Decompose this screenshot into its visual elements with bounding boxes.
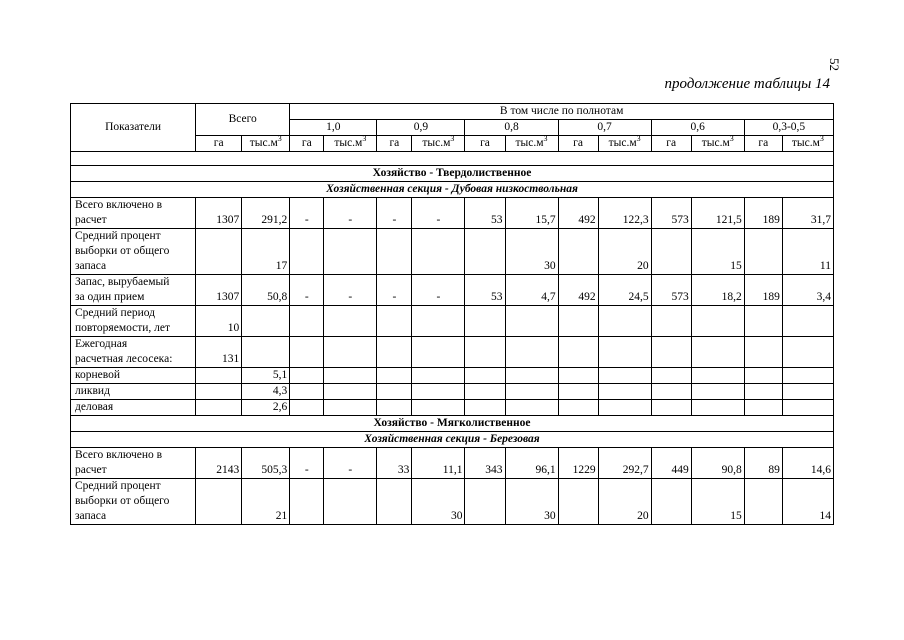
table-cell xyxy=(558,479,598,525)
table-cell xyxy=(196,479,242,525)
table-row xyxy=(71,400,834,416)
table-cell: - xyxy=(290,448,324,479)
table-cell: - xyxy=(377,198,412,229)
table-cell xyxy=(782,306,833,337)
table-cell: 15 xyxy=(691,479,744,525)
table-cell: - xyxy=(412,198,465,229)
table-cell xyxy=(242,306,290,337)
table-cell xyxy=(651,337,691,368)
farm2-section-row xyxy=(71,432,834,448)
farm1-section-row xyxy=(71,182,834,198)
table-cell xyxy=(691,400,744,416)
row-label: деловая xyxy=(71,400,196,416)
table-cell xyxy=(412,384,465,400)
table-row xyxy=(71,448,834,479)
header-indicators: Показатели xyxy=(71,104,196,152)
table-cell: 17 xyxy=(242,229,290,275)
table-cell: 189 xyxy=(744,198,782,229)
table-cell xyxy=(196,368,242,384)
table-cell xyxy=(324,368,377,384)
row-label: ликвид xyxy=(71,384,196,400)
table-cell: 492 xyxy=(558,198,598,229)
table-cell xyxy=(412,229,465,275)
farm2-title-row xyxy=(71,416,834,432)
table-cell: 50,8 xyxy=(242,275,290,306)
table-cell xyxy=(196,384,242,400)
table-cell xyxy=(691,368,744,384)
table-cell xyxy=(558,306,598,337)
table-cell xyxy=(324,384,377,400)
table-cell: 3,4 xyxy=(782,275,833,306)
data-table xyxy=(70,103,834,525)
table-cell xyxy=(558,229,598,275)
row-label: Ежегодная расчетная лесосека: xyxy=(71,337,196,368)
table-cell: 30 xyxy=(505,229,558,275)
table-cell xyxy=(324,337,377,368)
table-cell: 291,2 xyxy=(242,198,290,229)
table-row xyxy=(71,479,834,525)
table-cell xyxy=(598,337,651,368)
table-cell xyxy=(782,400,833,416)
row-label: Средний период повторяемости, лет xyxy=(71,306,196,337)
farm2-section: Хозяйственная секция - Березовая xyxy=(71,432,834,448)
table-cell: 131 xyxy=(196,337,242,368)
table-cell: 20 xyxy=(598,229,651,275)
table-cell: 53 xyxy=(465,275,505,306)
table-cell: 15,7 xyxy=(505,198,558,229)
table-cell: 15 xyxy=(691,229,744,275)
table-cell xyxy=(744,368,782,384)
table-cell: - xyxy=(290,198,324,229)
table-cell: - xyxy=(290,275,324,306)
table-cell: - xyxy=(377,275,412,306)
unit-ha: га xyxy=(465,136,505,152)
table-row xyxy=(71,384,834,400)
table-cell xyxy=(691,384,744,400)
unit-ha: га xyxy=(744,136,782,152)
table-cell: 343 xyxy=(465,448,505,479)
table-cell xyxy=(691,337,744,368)
table-row xyxy=(71,368,834,384)
row-label: корневой xyxy=(71,368,196,384)
table-cell: 33 xyxy=(377,448,412,479)
table-cell xyxy=(324,479,377,525)
spacer-row xyxy=(71,152,834,166)
table-cell xyxy=(744,479,782,525)
unit-volume: $тыс.м^3$ xyxy=(242,136,290,152)
table-cell: 122,3 xyxy=(598,198,651,229)
unit-ha: га xyxy=(558,136,598,152)
table-cell xyxy=(505,368,558,384)
table-cell: 1229 xyxy=(558,448,598,479)
table-cell: 1307 xyxy=(196,198,242,229)
table-cell: 21 xyxy=(242,479,290,525)
farm1-title: Хозяйство - Твердолиственное xyxy=(71,166,834,182)
table-cell xyxy=(290,400,324,416)
table-cell xyxy=(412,400,465,416)
table-cell: 96,1 xyxy=(505,448,558,479)
table-cell xyxy=(744,337,782,368)
unit-volume: $тыс.м^3$ xyxy=(324,136,377,152)
table-cell: 53 xyxy=(465,198,505,229)
table-cell: 10 xyxy=(196,306,242,337)
table-cell xyxy=(782,384,833,400)
table-cell xyxy=(465,479,505,525)
table-cell xyxy=(558,368,598,384)
table-cell xyxy=(290,306,324,337)
table-cell: 18,2 xyxy=(691,275,744,306)
table-cell xyxy=(782,368,833,384)
table-cell: - xyxy=(324,198,377,229)
table-row xyxy=(71,229,834,275)
table-row xyxy=(71,337,834,368)
table-cell xyxy=(465,368,505,384)
table-cell xyxy=(558,400,598,416)
density-header: 0,7 xyxy=(558,120,651,136)
table-row xyxy=(71,306,834,337)
table-cell xyxy=(290,337,324,368)
unit-volume: $тыс.м^3$ xyxy=(598,136,651,152)
density-header: 1,0 xyxy=(290,120,377,136)
unit-ha: га xyxy=(377,136,412,152)
header-row xyxy=(71,104,834,120)
table-cell xyxy=(744,229,782,275)
unit-ha: га xyxy=(651,136,691,152)
table-cell xyxy=(377,400,412,416)
table-row xyxy=(71,275,834,306)
table-cell: 121,5 xyxy=(691,198,744,229)
table-cell xyxy=(651,479,691,525)
table-cell xyxy=(377,479,412,525)
table-cell: 505,3 xyxy=(242,448,290,479)
farm1-section: Хозяйственная секция - Дубовая низкоствольная xyxy=(71,182,834,198)
table-cell: - xyxy=(324,448,377,479)
table-cell: 31,7 xyxy=(782,198,833,229)
table-cell xyxy=(196,400,242,416)
table-cell: 2143 xyxy=(196,448,242,479)
table-cell: 573 xyxy=(651,198,691,229)
table-cell xyxy=(465,400,505,416)
table-cell xyxy=(598,400,651,416)
table-cell: 30 xyxy=(505,479,558,525)
table-cell xyxy=(196,229,242,275)
table-cell: 11,1 xyxy=(412,448,465,479)
table-cell: 292,7 xyxy=(598,448,651,479)
table-cell: 449 xyxy=(651,448,691,479)
unit-volume: $тыс.м^3$ xyxy=(412,136,465,152)
table-row xyxy=(71,198,834,229)
table-cell: 5,1 xyxy=(242,368,290,384)
unit-ha: га xyxy=(290,136,324,152)
table-cell: 14 xyxy=(782,479,833,525)
table-cell xyxy=(377,337,412,368)
page-number: 52 xyxy=(827,58,842,71)
table-cell xyxy=(651,368,691,384)
table-cell: 4,3 xyxy=(242,384,290,400)
table-cell xyxy=(290,229,324,275)
table-cell: - xyxy=(324,275,377,306)
header-by-density: В том числе по полнотам xyxy=(290,104,834,120)
table-cell xyxy=(290,479,324,525)
density-header: 0,3-0,5 xyxy=(744,120,833,136)
farm2-title: Хозяйство - Мягколиственное xyxy=(71,416,834,432)
table-cell xyxy=(324,400,377,416)
table-cell xyxy=(377,368,412,384)
unit-ha: га xyxy=(196,136,242,152)
table-cell xyxy=(505,306,558,337)
row-label: Средний процент выборки от общего запаса xyxy=(71,479,196,525)
table-cell: 14,6 xyxy=(782,448,833,479)
table-cell: 189 xyxy=(744,275,782,306)
row-label: Запас, вырубаемый за один прием xyxy=(71,275,196,306)
table-cell xyxy=(651,400,691,416)
unit-volume: $тыс.м^3$ xyxy=(782,136,833,152)
unit-volume: $тыс.м^3$ xyxy=(505,136,558,152)
table-cell: 89 xyxy=(744,448,782,479)
table-cell xyxy=(505,400,558,416)
table-cell xyxy=(651,229,691,275)
table-caption: продолжение таблицы 14 xyxy=(664,76,830,92)
table-cell: 90,8 xyxy=(691,448,744,479)
table-cell xyxy=(324,229,377,275)
table-cell xyxy=(465,337,505,368)
table-cell xyxy=(505,337,558,368)
table-cell xyxy=(744,306,782,337)
table-cell xyxy=(324,306,377,337)
unit-volume: $тыс.м^3$ xyxy=(691,136,744,152)
table-cell xyxy=(465,384,505,400)
table-cell xyxy=(598,306,651,337)
table-cell: - xyxy=(412,275,465,306)
farm1-title-row xyxy=(71,166,834,182)
table-cell xyxy=(242,337,290,368)
table-cell xyxy=(558,337,598,368)
table-cell: 4,7 xyxy=(505,275,558,306)
table-cell xyxy=(782,337,833,368)
table-cell xyxy=(651,384,691,400)
table-cell: 1307 xyxy=(196,275,242,306)
table-cell xyxy=(744,384,782,400)
table-cell xyxy=(377,384,412,400)
density-header: 0,6 xyxy=(651,120,744,136)
table-cell xyxy=(505,384,558,400)
table-cell xyxy=(465,229,505,275)
table-cell xyxy=(558,384,598,400)
table-cell xyxy=(377,306,412,337)
table-cell xyxy=(691,306,744,337)
table-cell xyxy=(598,368,651,384)
table-cell: 20 xyxy=(598,479,651,525)
density-header: 0,8 xyxy=(465,120,558,136)
row-label: Всего включено в расчет xyxy=(71,198,196,229)
table-cell xyxy=(412,368,465,384)
table-cell: 2,6 xyxy=(242,400,290,416)
table-cell xyxy=(651,306,691,337)
table-cell xyxy=(290,384,324,400)
row-label: Всего включено в расчет xyxy=(71,448,196,479)
table-cell xyxy=(377,229,412,275)
density-header: 0,9 xyxy=(377,120,465,136)
table-cell: 30 xyxy=(412,479,465,525)
table-cell: 24,5 xyxy=(598,275,651,306)
table-cell: 492 xyxy=(558,275,598,306)
row-label: Средний процент выборки от общего запаса xyxy=(71,229,196,275)
header-total: Всего xyxy=(196,104,290,136)
table-cell xyxy=(412,337,465,368)
table-cell xyxy=(290,368,324,384)
table-cell xyxy=(465,306,505,337)
table-cell xyxy=(744,400,782,416)
table-cell: 573 xyxy=(651,275,691,306)
table-cell xyxy=(598,384,651,400)
table-cell: 11 xyxy=(782,229,833,275)
table-cell xyxy=(412,306,465,337)
